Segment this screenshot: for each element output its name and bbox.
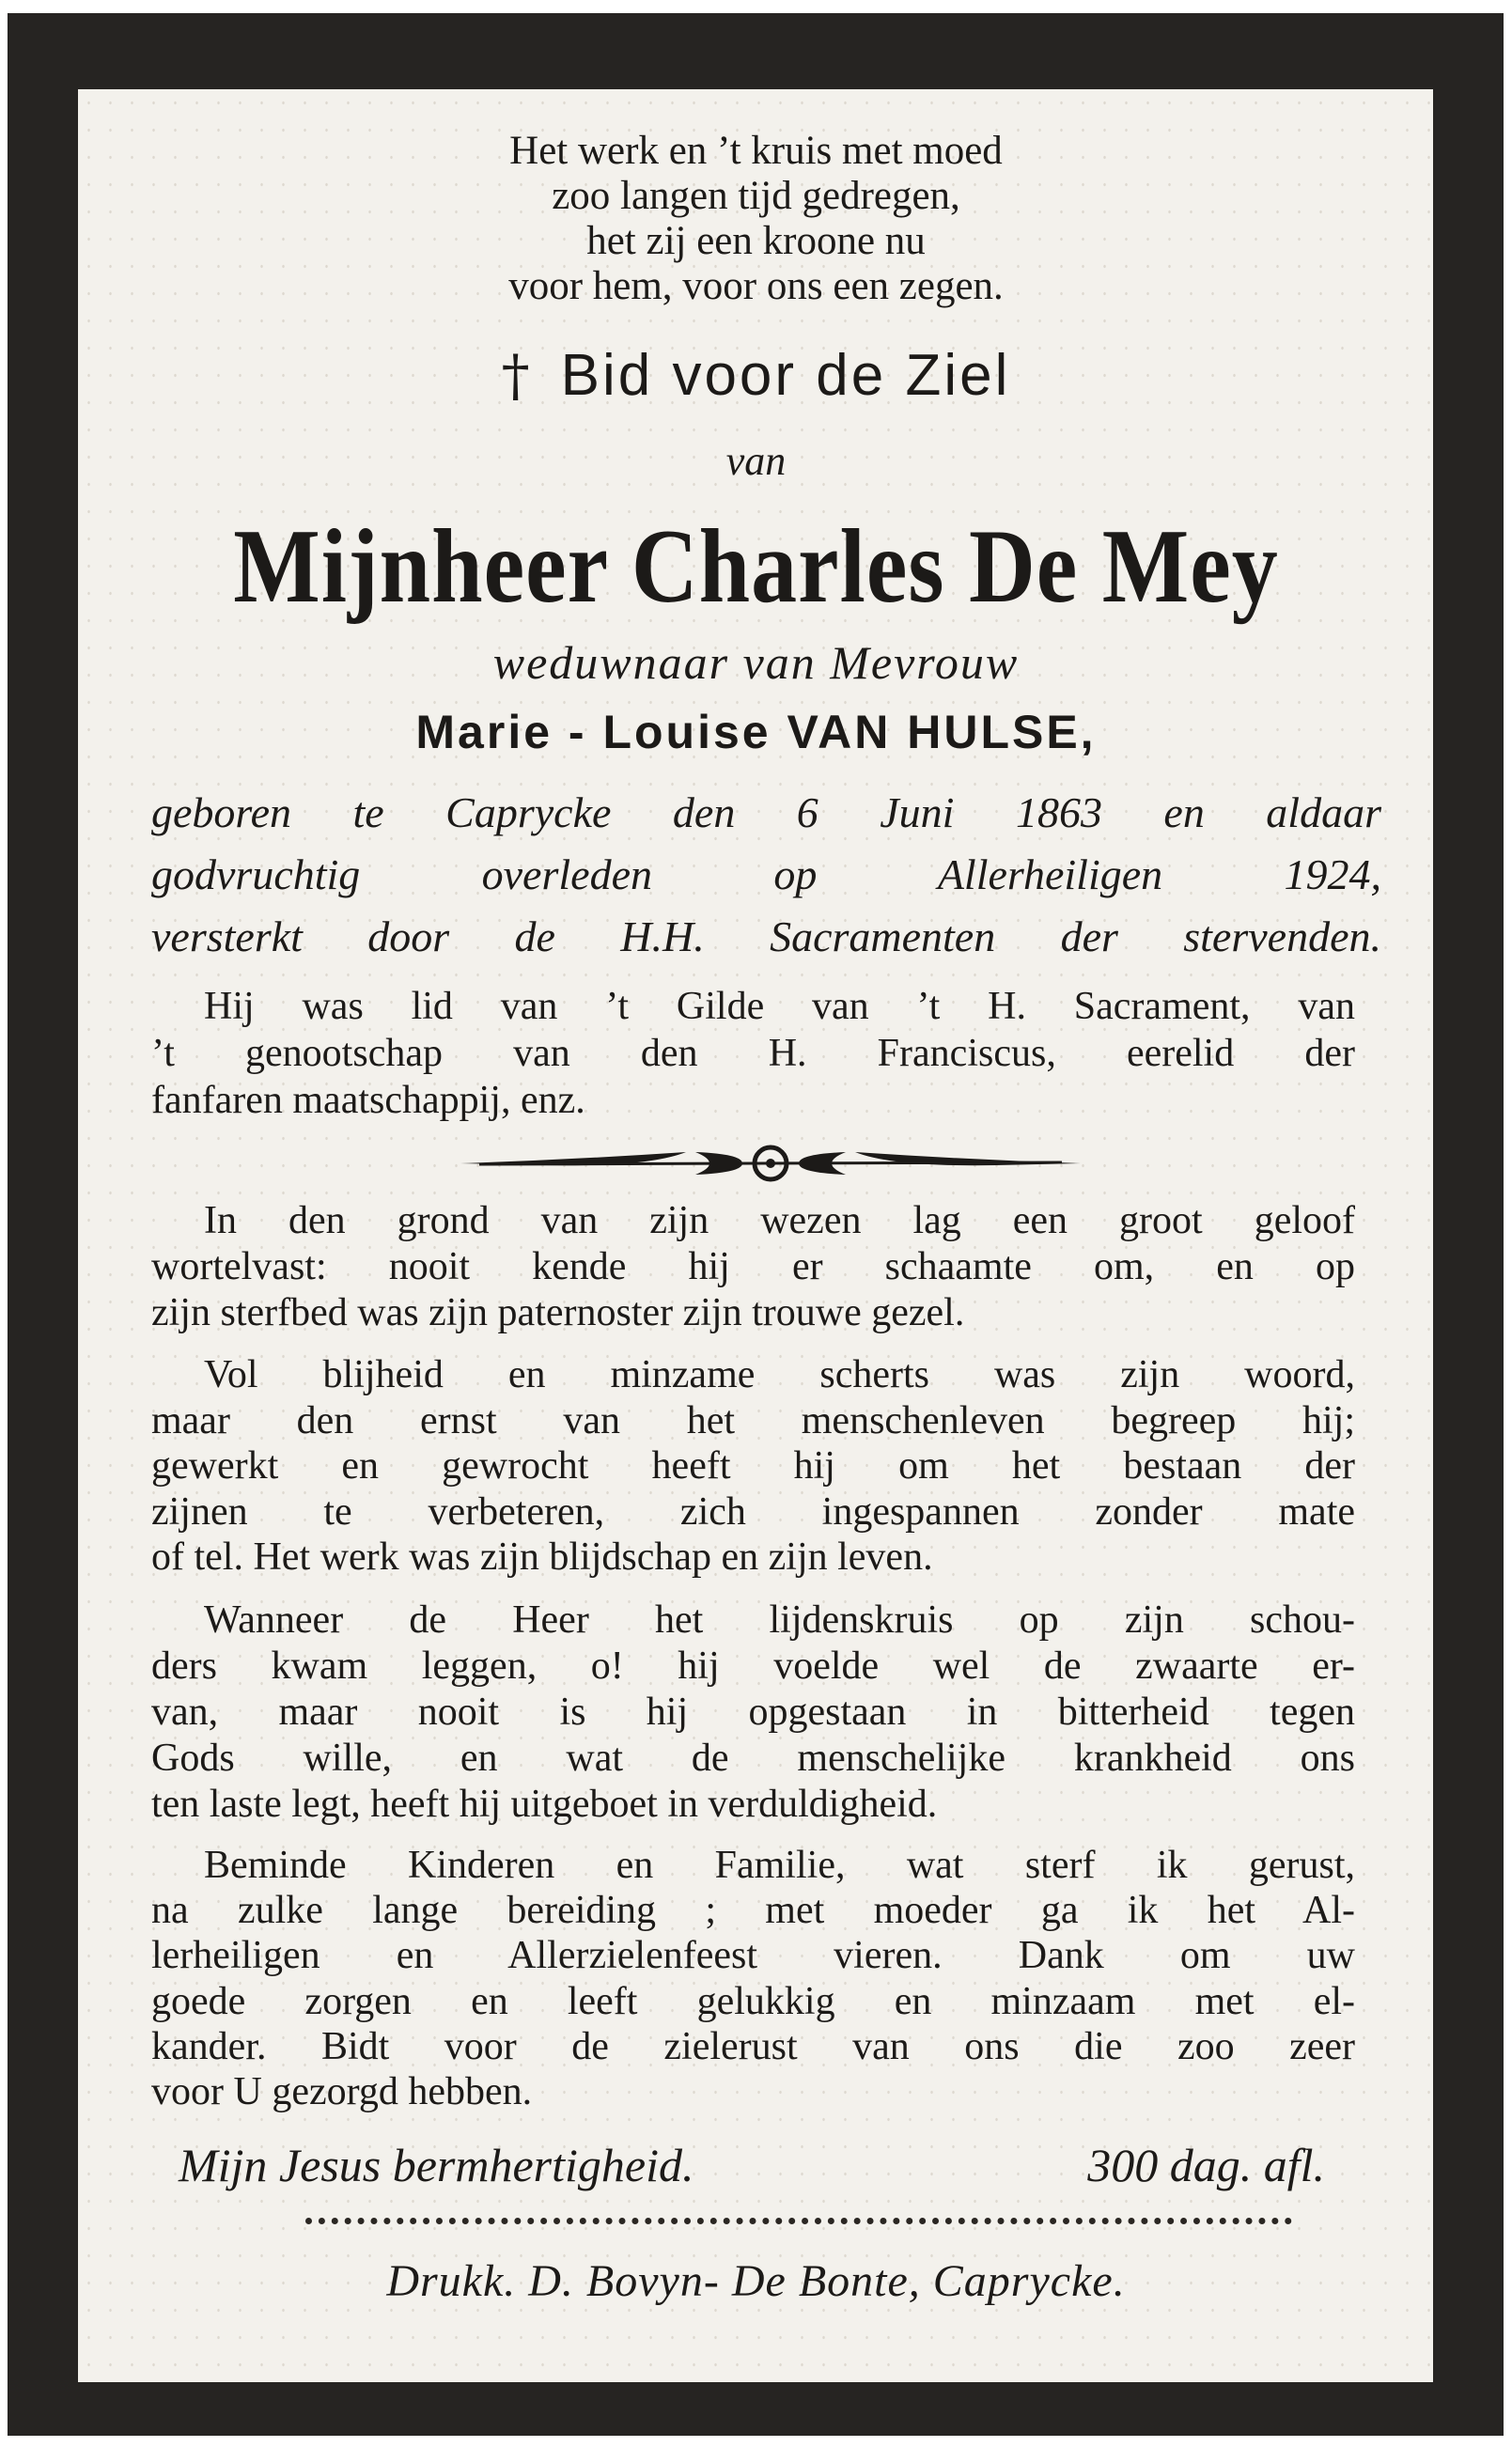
text-line: lerheiligen en Allerzielenfeest vieren. Dank om uw [151,1934,1355,1978]
poem [0,129,1512,309]
membership [151,983,1355,1124]
text-line: ten laste legt, heeft hij uitgeboet in verduldigheid. [151,1783,938,1826]
ornament-divider-icon [460,1145,1081,1182]
paragraph-suffering [151,1598,1355,1828]
text-line: zijn sterfbed was zijn paternoster zijn trouwe gezel. [151,1291,965,1334]
biography [151,782,1381,968]
text-line: na zulke lange bereiding ; met moeder ga ik het Al- [151,1889,1355,1933]
text-line: goede zorgen en leeft gelukkig en minzaam met el- [151,1979,1355,2023]
paragraph-faith [151,1198,1355,1336]
text-line: Beminde Kinderen en Familie, wat sterf ik gerust, [204,1844,1355,1887]
spouse-name: Marie - Louise VAN HULSE, [415,706,1097,758]
text-line: of tel. Het werk was zijn blijdschap en zijn leven. [151,1535,933,1579]
prayer-line [179,2138,1325,2192]
text-line: In den grond van zijn wezen lag een groot geloof [204,1199,1355,1242]
dotted-divider [305,2218,1292,2224]
heading-text: Bid voor de Ziel [560,343,1011,408]
text-line: fanfaren maatschappij, enz. [151,1079,585,1122]
text-line: godvruchtig overleden op Allerheiligen 1924, [151,850,1381,898]
text-line: gewerkt en gewrocht heeft hij om het bestaan der [151,1444,1355,1488]
text-line: zijnen te verbeteren, zich ingespannen zonder mate [151,1489,1355,1534]
text-line: van, maar nooit is hij opgestaan in bitterheid tegen [151,1691,1355,1734]
text-line: Vol blijheid en minzame scherts was zijn woord, [204,1353,1355,1396]
text-line: Wanneer de Heer het lijdenskruis op zijn schou- [204,1598,1355,1642]
indulgence: 300 dag. afl. [1087,2139,1325,2191]
printer-credit: Drukk. D. Bovyn- De Bonte, Caprycke. [386,2256,1126,2306]
text-line: versterkt door de H.H. Sacramenten der stervenden. [151,912,1381,960]
cross-icon: † [501,343,533,409]
text-line: Gods wille, en wat de menschelijke krankheid ons [151,1737,1355,1780]
text-line: ders kwam leggen, o! hij voelde wel de zwaarte er- [151,1644,1355,1688]
van-label: van [725,438,787,484]
text-line: Het werk en ’t kruis met moed [509,129,1003,173]
text-line: kander. Bidt voor de zielerust van ons die zoo zeer [151,2024,1355,2068]
paragraph-farewell [151,1843,1355,2114]
text-line: ’t genootschap van den H. Franciscus, eerelid der [151,1032,1355,1075]
text-line: het zij een kroone nu [586,219,926,263]
text-line: voor U gezorgd hebben. [151,2070,533,2114]
text-line: voor hem, voor ons een zegen. [508,264,1004,308]
text-line: wortelvast: nooit kende hij er schaamte om, en op [151,1245,1355,1288]
text-line: maar den ernst van het menschenleven begreep hij; [151,1398,1355,1442]
text-line: zoo langen tijd gedregen, [552,174,960,218]
text-line: Hij was lid van ’t Gilde van ’t H. Sacrament, van [204,985,1355,1028]
widower-line: weduwnaar van Mevrouw [492,636,1020,689]
heading [0,343,1512,409]
paragraph-work [151,1352,1355,1581]
deceased-name: Mijnheer Charles De Mey [233,507,1279,626]
prayer-text: Mijn Jesus bermhertigheid. [179,2139,694,2191]
text-line: geboren te Caprycke den 6 Juni 1863 en aldaar [151,788,1381,836]
